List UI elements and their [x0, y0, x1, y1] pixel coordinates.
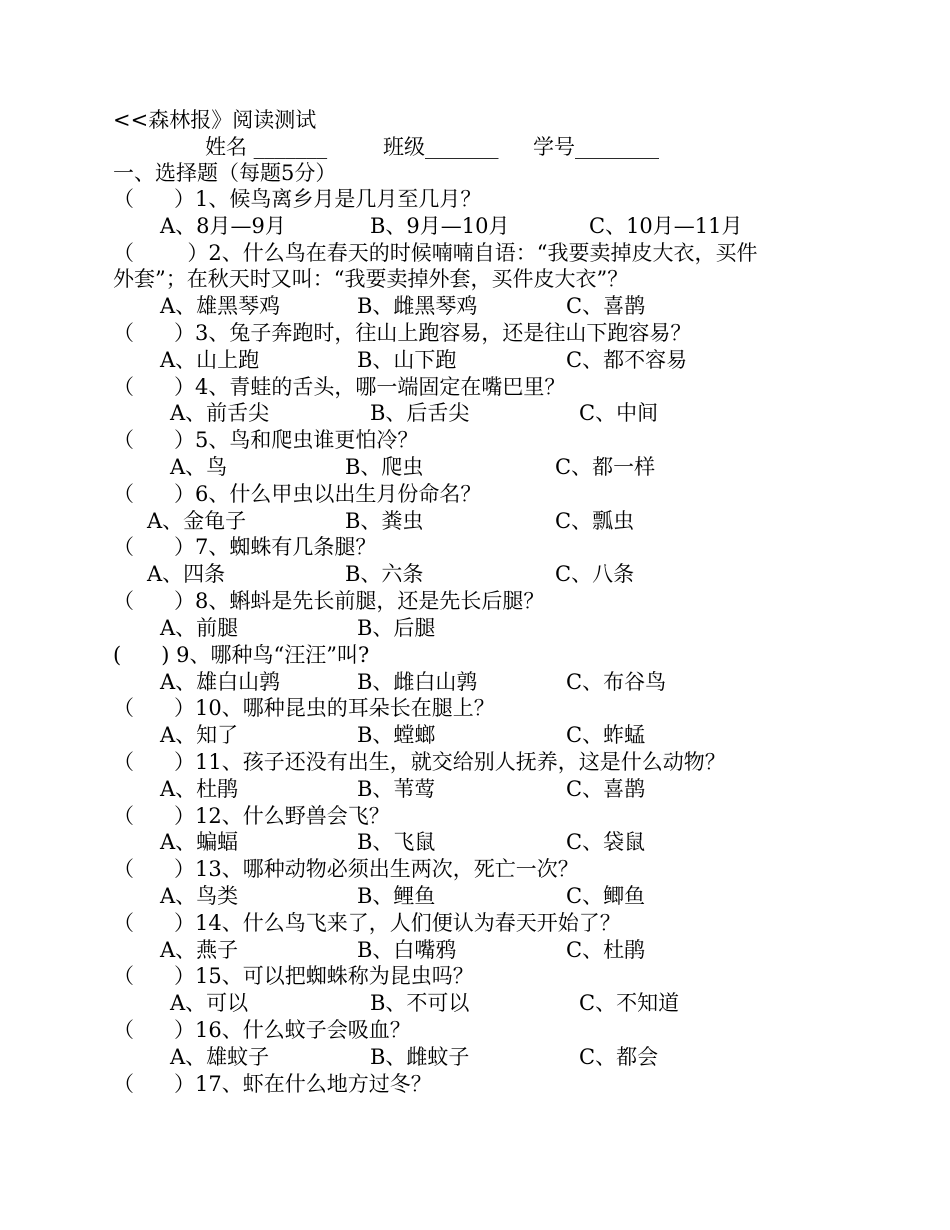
q14-option-c: C、杜鹃	[566, 938, 646, 962]
q12-option-c: C、袋鼠	[566, 830, 646, 854]
question-14: （ ）14、什么鸟飞来了，人们便认为春天开始了？	[113, 911, 621, 935]
q1-option-c: C、10月—11月	[589, 214, 743, 238]
question-1: （ ）1、候鸟离乡月是几月至几月？	[113, 187, 482, 211]
question-3: （ ）3、兔子奔跑时，往山上跑容易，还是往山下跑容易？	[113, 321, 692, 345]
question-15: （ ）15、可以把蜘蛛称为昆虫吗？	[113, 964, 474, 988]
question-16: （ ）16、什么蚊子会吸血？	[113, 1018, 411, 1042]
question-4: （ ）4、青蛙的舌头，哪一端固定在嘴巴里？	[113, 375, 566, 399]
q3-option-a: A、山上跑	[160, 348, 260, 372]
q13-option-a: A、鸟类	[160, 884, 239, 908]
name-field: 姓名 _______	[205, 135, 328, 159]
question-6: （ ）6、什么甲虫以出生月份命名？	[113, 482, 482, 506]
q6-option-b: B、粪虫	[345, 509, 424, 533]
question-11: （ ）11、孩子还没有出生，就交给别人抚养，这是什么动物？	[113, 750, 726, 774]
q11-option-a: A、杜鹃	[160, 777, 239, 801]
q7-option-c: C、八条	[555, 562, 635, 586]
q14-option-b: B、白嘴鸦	[357, 938, 457, 962]
question-17: （ ）17、虾在什么地方过冬？	[113, 1072, 432, 1096]
q12-option-b: B、飞鼠	[357, 830, 436, 854]
q16-option-b: B、雌蚊子	[370, 1045, 470, 1069]
q6-option-c: C、瓢虫	[555, 509, 635, 533]
question-9: ( ) 9、哪种鸟“汪汪”叫?	[113, 643, 370, 667]
question-5: （ ）5、鸟和爬虫谁更怕冷？	[113, 428, 419, 452]
student-id-field: 学号________	[533, 135, 659, 159]
question-10: （ ）10、哪种昆虫的耳朵长在腿上？	[113, 696, 495, 720]
q7-option-a: A、四条	[147, 562, 226, 586]
q1-option-b: B、9月—10月	[370, 214, 510, 238]
q2-option-c: C、喜鹊	[566, 294, 646, 318]
q5-option-c: C、都一样	[555, 455, 656, 479]
q10-option-c: C、蚱蜢	[566, 723, 646, 747]
question-8: （ ）8、蝌蚪是先长前腿，还是先长后腿？	[113, 589, 545, 613]
q2-option-b: B、雌黑琴鸡	[357, 294, 478, 318]
q10-option-a: A、知了	[160, 723, 239, 747]
q9-option-c: C、布谷鸟	[566, 670, 667, 694]
q8-option-b: B、后腿	[357, 616, 436, 640]
question-7: （ ）7、蜘蛛有几条腿？	[113, 535, 377, 559]
q16-option-a: A、雄蚊子	[170, 1045, 270, 1069]
q8-option-a: A、前腿	[160, 616, 239, 640]
q11-option-c: C、喜鹊	[566, 777, 646, 801]
q14-option-a: A、燕子	[160, 938, 239, 962]
question-12: （ ）12、什么野兽会飞？	[113, 804, 390, 828]
question-2: （ ）2、什么鸟在春天的时候喃喃自语：“我要卖掉皮大衣，买件	[113, 241, 758, 265]
q9-option-a: A、雄白山鹑	[160, 670, 281, 694]
q10-option-b: B、螳螂	[357, 723, 436, 747]
page-title: <<森林报》阅读测试	[113, 108, 317, 132]
q7-option-b: B、六条	[345, 562, 424, 586]
q15-option-c: C、不知道	[579, 991, 680, 1015]
q15-option-a: A、可以	[170, 991, 249, 1015]
question-13: （ ）13、哪种动物必须出生两次，死亡一次？	[113, 857, 579, 881]
q4-option-c: C、中间	[579, 401, 659, 425]
q11-option-b: B、苇莺	[357, 777, 436, 801]
q15-option-b: B、不可以	[370, 991, 470, 1015]
question-2-cont: 外套”；在秋天时又叫：“我要卖掉外套，买件皮大衣”？	[113, 267, 629, 291]
q4-option-a: A、前舌尖	[170, 401, 270, 425]
q12-option-a: A、蝙蝠	[160, 830, 239, 854]
q4-option-b: B、后舌尖	[370, 401, 470, 425]
q3-option-c: C、都不容易	[566, 348, 688, 372]
q3-option-b: B、山下跑	[357, 348, 457, 372]
class-field: 班级_______	[383, 135, 499, 159]
q5-option-a: A、鸟	[170, 455, 228, 479]
q2-option-a: A、雄黑琴鸡	[160, 294, 281, 318]
q1-option-a: A、8月—9月	[160, 214, 286, 238]
q6-option-a: A、金龟子	[147, 509, 247, 533]
q16-option-c: C、都会	[579, 1045, 659, 1069]
q9-option-b: B、雌白山鹑	[357, 670, 478, 694]
q5-option-b: B、爬虫	[345, 455, 424, 479]
section-title: 一、选择题（每题5分）	[113, 161, 337, 185]
q13-option-c: C、鲫鱼	[566, 884, 646, 908]
q13-option-b: B、鲤鱼	[357, 884, 436, 908]
